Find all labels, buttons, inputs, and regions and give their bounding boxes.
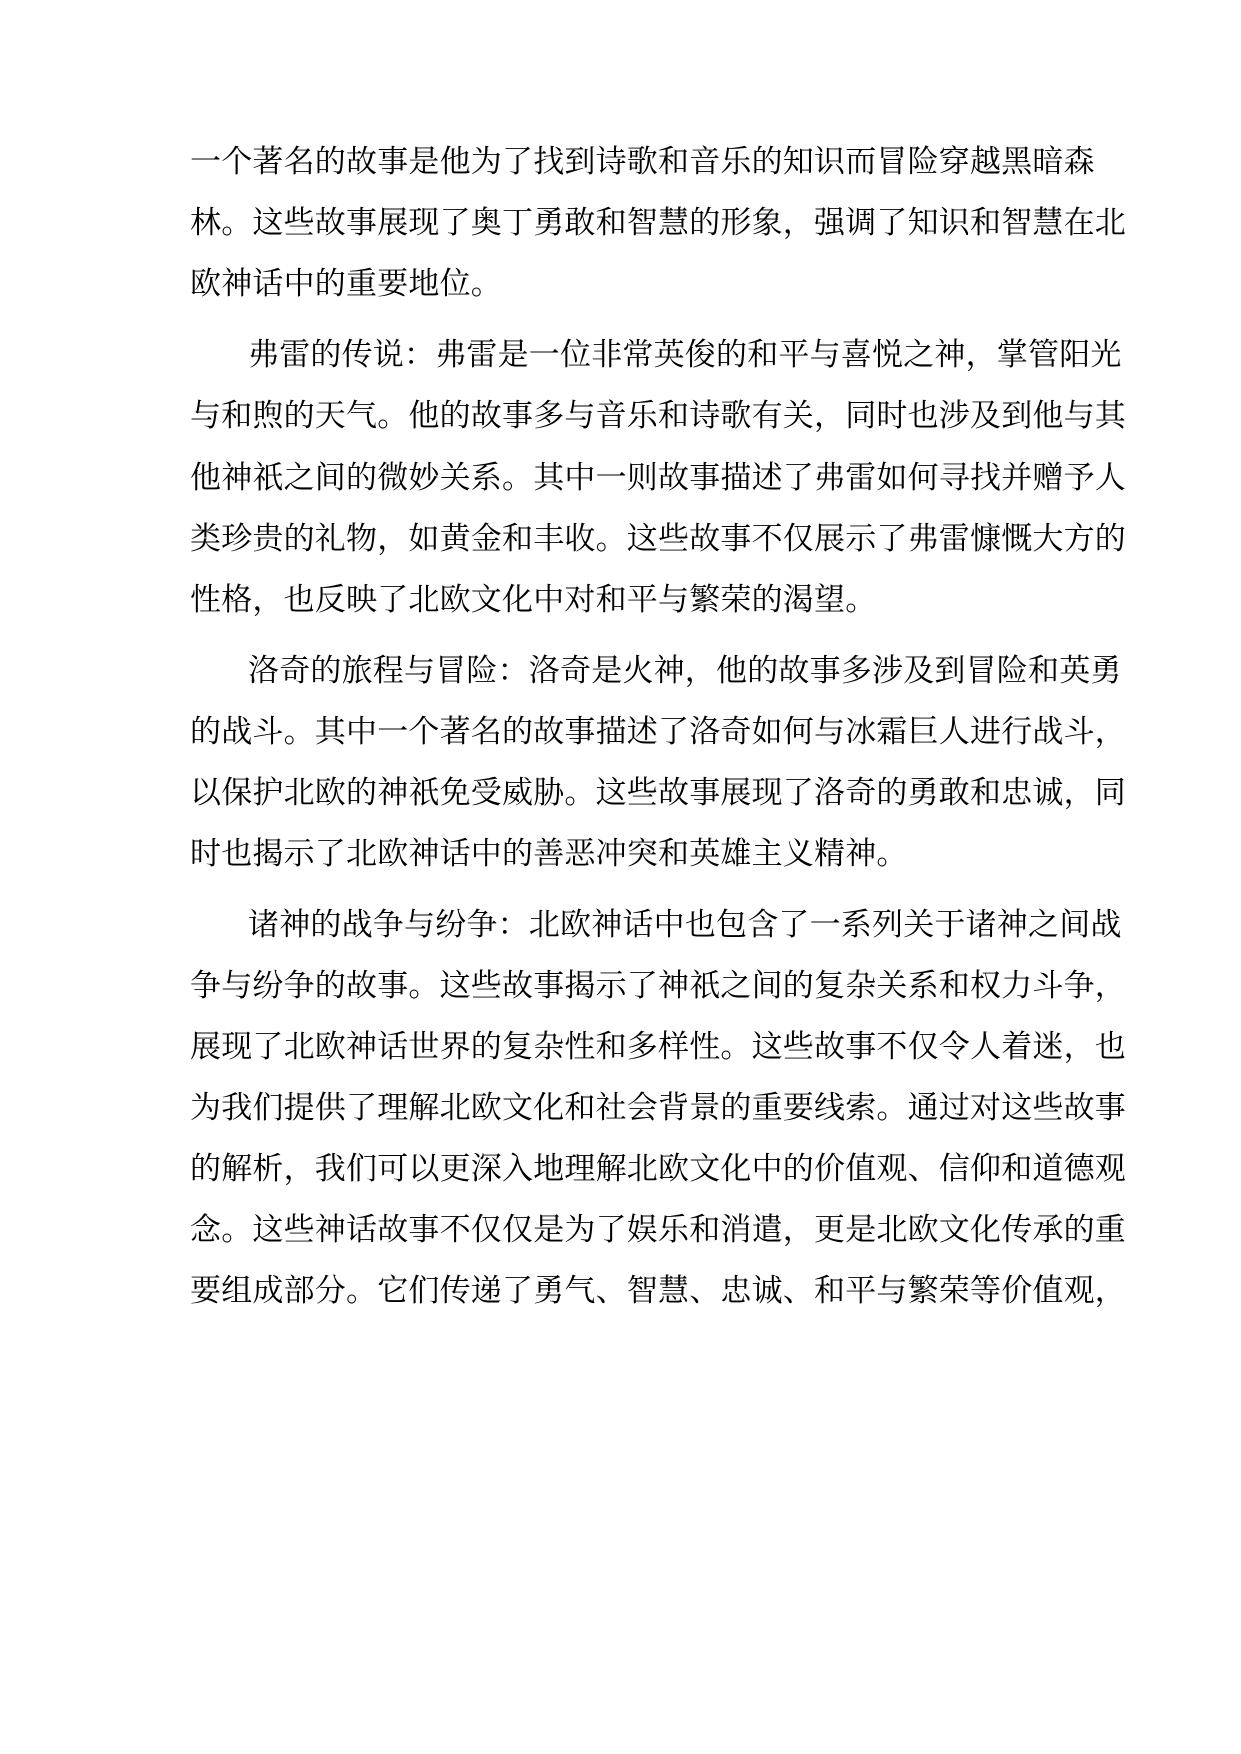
text-line: 的解析，我们可以更深入地理解北欧文化中的价值观、信仰和道德观 [190, 1151, 1126, 1187]
text-line: 以保护北欧的神祇免受威胁。这些故事展现了洛奇的勇敢和忠诚，同 [190, 775, 1126, 811]
text-line: 类珍贵的礼物，如黄金和丰收。这些故事不仅展示了弗雷慷慨大方的 [190, 521, 1126, 557]
text-line: 争与纷争的故事。这些故事揭示了神祇之间的复杂关系和权力斗争， [190, 968, 1126, 1004]
text-line: 他神祇之间的微妙关系。其中一则故事描述了弗雷如何寻找并赠予人 [190, 460, 1126, 496]
text-line: 性格，也反映了北欧文化中对和平与繁荣的渴望。 [190, 582, 877, 618]
text-line: 的战斗。其中一个著名的故事描述了洛奇如何与冰霜巨人进行战斗， [190, 714, 1126, 750]
text-line: 一个著名的故事是他为了找到诗歌和音乐的知识而冒险穿越黑暗森 [190, 144, 1095, 180]
text-line: 与和煦的天气。他的故事多与音乐和诗歌有关，同时也涉及到他与其 [190, 398, 1126, 434]
paragraph-first-line: 诸神的战争与纷争：北欧神话中也包含了一系列关于诸神之间战 [248, 907, 1122, 943]
paragraph-first-line: 弗雷的传说：弗雷是一位非常英俊的和平与喜悦之神，掌管阳光 [248, 337, 1122, 373]
text-line: 要组成部分。它们传递了勇气、智慧、忠诚、和平与繁荣等价值观， [190, 1273, 1126, 1309]
text-line: 林。这些故事展现了奥丁勇敢和智慧的形象，强调了知识和智慧在北 [190, 205, 1126, 241]
paragraph-first-line: 洛奇的旅程与冒险：洛奇是火神，他的故事多涉及到冒险和英勇 [248, 653, 1122, 689]
text-line: 展现了北欧神话世界的复杂性和多样性。这些故事不仅令人着迷，也 [190, 1029, 1126, 1065]
text-line: 为我们提供了理解北欧文化和社会背景的重要线索。通过对这些故事 [190, 1090, 1126, 1126]
text-line: 念。这些神话故事不仅仅是为了娱乐和消遣，更是北欧文化传承的重 [190, 1212, 1126, 1248]
text-line: 时也揭示了北欧神话中的善恶冲突和英雄主义精神。 [190, 836, 908, 872]
text-line: 欧神话中的重要地位。 [190, 266, 502, 302]
